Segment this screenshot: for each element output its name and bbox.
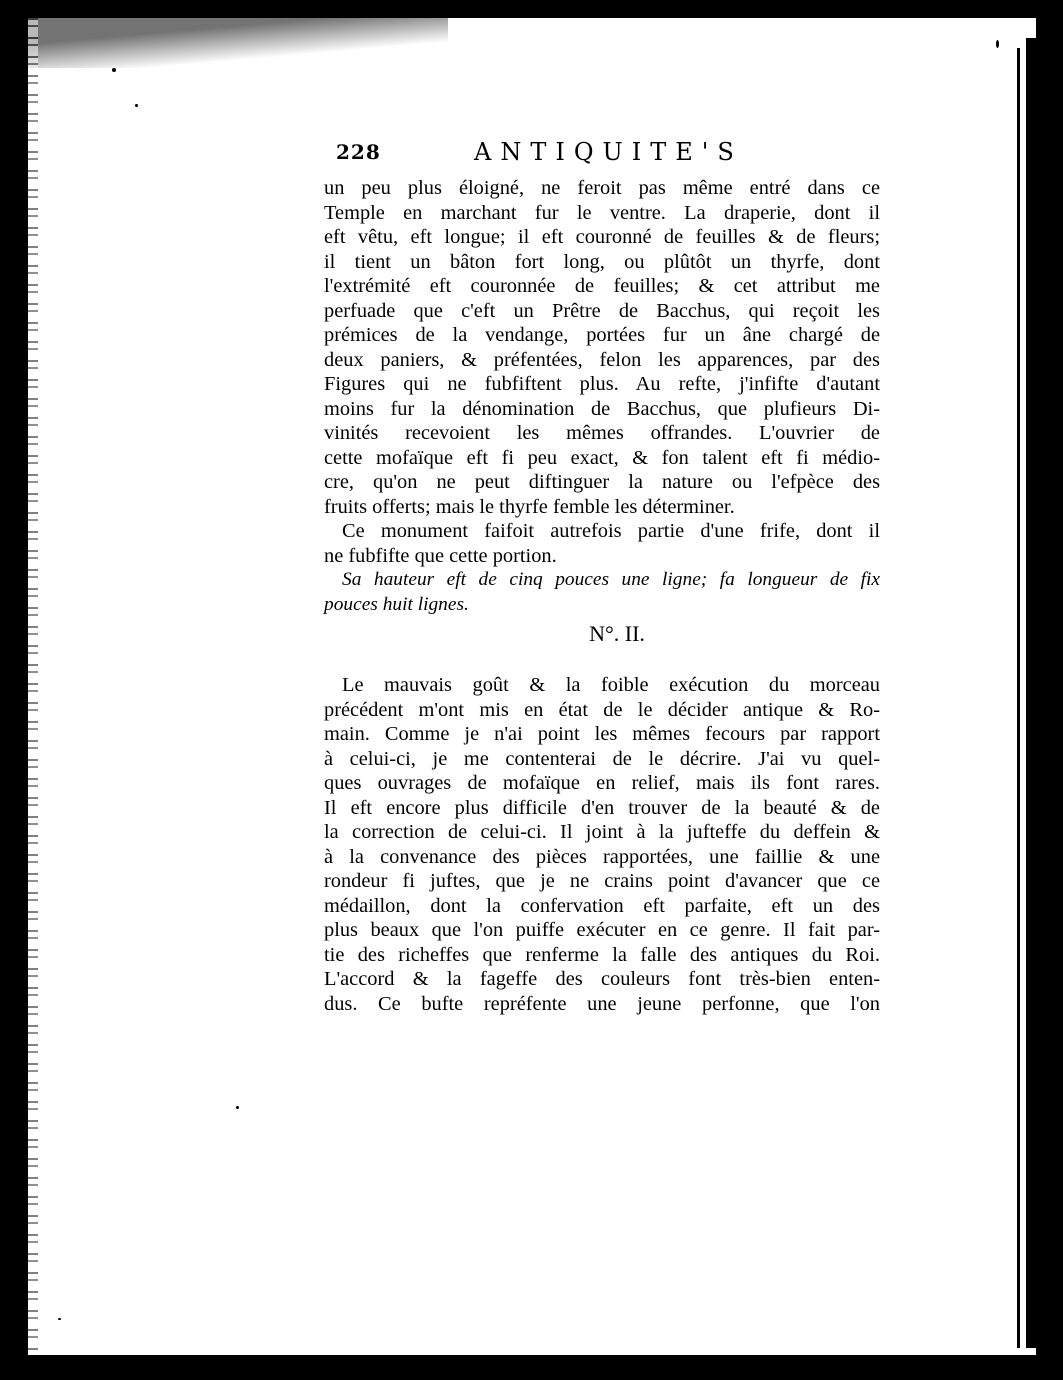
text-line: l'extrémité eft couronnée de feuilles; & cet attribut me bbox=[324, 275, 880, 297]
text-line: Figures qui ne fubfiftent plus. Au refte, j'infifte d'autant bbox=[324, 373, 880, 395]
text-line: prémices de la vendange, portées fur un âne chargé de bbox=[324, 324, 880, 346]
page-number: 228 bbox=[336, 140, 381, 164]
text-line: pouces huit lignes. bbox=[324, 593, 469, 615]
text-line: précédent m'ont mis en état de le décider antique & Ro- bbox=[324, 698, 880, 721]
scan-edge-left bbox=[28, 18, 38, 1355]
scan-speck bbox=[58, 1318, 61, 1320]
text-line: la correction de celui-ci. Il joint à la jufteffe du deffein & bbox=[324, 821, 880, 843]
text-line: Le mauvais goût & la foible exécution du morceau bbox=[342, 674, 880, 696]
text-line: Sa hauteur eft de cinq pouces une ligne; fa longueur de fix bbox=[342, 569, 880, 590]
scan-speck bbox=[112, 68, 116, 72]
book-page bbox=[28, 18, 1036, 1355]
paragraph-1 bbox=[324, 176, 880, 519]
running-title: ANTIQUITE'S bbox=[474, 138, 743, 166]
scan-speck bbox=[996, 40, 999, 48]
text-line: plus beaux que l'on puiffe exécuter en ce genre. Il fait par- bbox=[324, 919, 880, 941]
scan-edge-right-line bbox=[1017, 48, 1020, 1348]
scan-speck bbox=[135, 104, 138, 107]
dimensions-note bbox=[324, 568, 880, 617]
text-line: cette mofaïque eft fi peu exact, & fon talent eft fi médio- bbox=[324, 446, 880, 469]
scan-edge-right-bar bbox=[1026, 38, 1036, 1348]
text-line: dus. Ce bufte repréfente une jeune perfonne, que l'on bbox=[324, 992, 880, 1015]
text-line: eft vêtu, eft longue; il eft couronné de feuilles & de fleurs; bbox=[324, 226, 880, 248]
text-line: tie des richeffes que renferme la falle des antiques du Roi. bbox=[324, 943, 880, 966]
text-line: ne fubfifte que cette portion. bbox=[324, 544, 557, 567]
text-line: Il eft encore plus difficile d'en trouver de la beauté & de bbox=[324, 796, 880, 819]
paragraph-2 bbox=[324, 519, 880, 568]
text-line: il tient un bâton fort long, ou plûtôt un thyrfe, dont bbox=[324, 250, 880, 273]
text-line: deux paniers, & préfentées, felon les apparences, par des bbox=[324, 348, 880, 371]
text-line: médaillon, dont la confervation eft parfaite, eft un des bbox=[324, 894, 880, 917]
running-head bbox=[324, 136, 880, 176]
section-heading: N°. II. bbox=[589, 621, 645, 646]
text-line: un peu plus éloigné, ne feroit pas même entré dans ce bbox=[324, 177, 880, 199]
text-line: cre, qu'on ne peut diftinguer la nature ou l'efpèce des bbox=[324, 471, 880, 493]
text-line: Ce monument faifoit autrefois partie d'une frife, dont il bbox=[342, 520, 880, 542]
text-line: main. Comme je n'ai point les mêmes fecours par rapport bbox=[324, 723, 880, 745]
text-line: fruits offerts; mais le thyrfe femble les déterminer. bbox=[324, 495, 735, 518]
text-line: perfuade que c'eft un Prêtre de Bacchus, qui reçoit les bbox=[324, 299, 880, 322]
text-line: ques ouvrages de mofaïque en relief, mais ils font rares. bbox=[324, 772, 880, 794]
text-line: L'accord & la fageffe des couleurs font très-bien enten- bbox=[324, 968, 880, 990]
text-line: moins fur la dénomination de Bacchus, que plufieurs Di- bbox=[324, 397, 880, 420]
text-line: rondeur fi juftes, que je ne crains point d'avancer que ce bbox=[324, 870, 880, 892]
scan-edge-shadow-top bbox=[28, 18, 448, 68]
text-line: à la convenance des pièces rapportées, une faillie & une bbox=[324, 845, 880, 868]
paragraph-3 bbox=[324, 673, 880, 1016]
text-line: Temple en marchant fur le ventre. La draperie, dont il bbox=[324, 201, 880, 224]
page-text bbox=[324, 136, 880, 1016]
text-line: vinités recevoient les mêmes offrandes. L'ouvrier de bbox=[324, 422, 880, 444]
scan-speck bbox=[236, 1106, 239, 1109]
text-line: à celui-ci, je me contenterai de le décrire. J'ai vu quel- bbox=[324, 747, 880, 770]
